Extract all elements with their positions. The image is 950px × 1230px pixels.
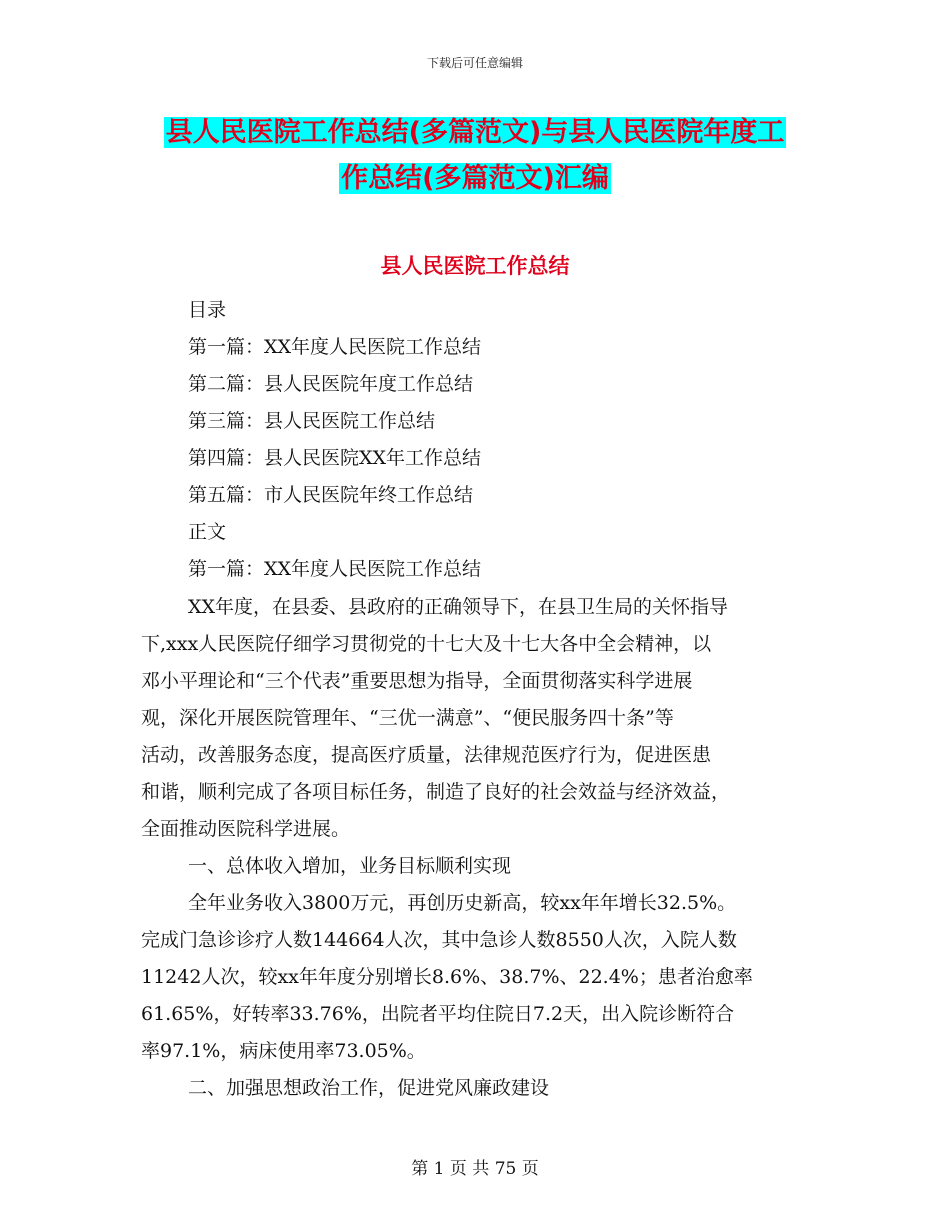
subheading: 二、加强思想政治工作，促进党风廉政建设 [188, 1077, 550, 1099]
paragraph-line: 邓小平理论和“三个代表”重要思想为指导，全面贯彻落实科学进展 [141, 670, 693, 692]
title-line-1: 县人民医院工作总结(多篇范文)与县人民医院年度工 [165, 117, 785, 148]
paragraph-line: XX年度，在县委、县政府的正确领导下，在县卫生局的关怀指导 [188, 596, 729, 618]
paragraph-line: 11242人次，较xx年年度分别增长8.6%、38.7%、22.4%；患者治愈率 [141, 966, 753, 988]
paragraph [141, 885, 811, 1070]
paragraph-line: 下,xxx人民医院仔细学习贯彻党的十七大及十七大各中全会精神，以 [141, 633, 712, 655]
toc-item: 第二篇：县人民医院年度工作总结 [188, 373, 474, 395]
title-line-2: 作总结(多篇范文)汇编 [341, 163, 609, 194]
page-header: 下载后可任意编辑 [426, 56, 523, 70]
toc-item: 第四篇：县人民医院XX年工作总结 [188, 447, 482, 469]
paragraph-line: 活动，改善服务态度，提高医疗质量，法律规范医疗行为，促进医患 [141, 744, 712, 766]
toc-item: 第三篇：县人民医院工作总结 [188, 410, 436, 432]
document-title [0, 110, 950, 202]
toc-label: 目录 [188, 299, 227, 321]
toc-item: 第五篇：市人民医院年终工作总结 [188, 484, 474, 506]
paragraph-line: 61.65%，好转率33.76%，出院者平均住院日7.2天，出入院诊断符合 [141, 1003, 735, 1025]
paragraph [141, 589, 811, 848]
paragraph-line: 和谐，顺利完成了各项目标任务，制造了良好的社会效益与经济效益， [141, 781, 731, 803]
chapter-heading: 第一篇：XX年度人民医院工作总结 [188, 558, 482, 580]
subheading: 一、总体收入增加，业务目标顺利实现 [188, 855, 512, 877]
paragraph-line: 全年业务收入3800万元，再创历史新高，较xx年年增长32.5%。 [188, 892, 737, 914]
body-label: 正文 [188, 521, 227, 543]
table-of-contents [188, 292, 481, 588]
paragraph-line: 率97.1%，病床使用率73.05%。 [141, 1040, 426, 1062]
paragraph-line: 全面推动医院科学进展。 [141, 818, 351, 840]
paragraph-line: 完成门急诊诊疗人数144664人次，其中急诊人数8550人次，入院人数 [141, 929, 737, 951]
body-text [141, 589, 811, 1107]
page-footer: 第 1 页 共 75 页 [411, 1159, 539, 1179]
paragraph-line: 观，深化开展医院管理年、“三优一满意”、“便民服务四十条”等 [141, 707, 674, 729]
section-title: 县人民医院工作总结 [380, 254, 570, 278]
toc-item: 第一篇：XX年度人民医院工作总结 [188, 336, 482, 358]
